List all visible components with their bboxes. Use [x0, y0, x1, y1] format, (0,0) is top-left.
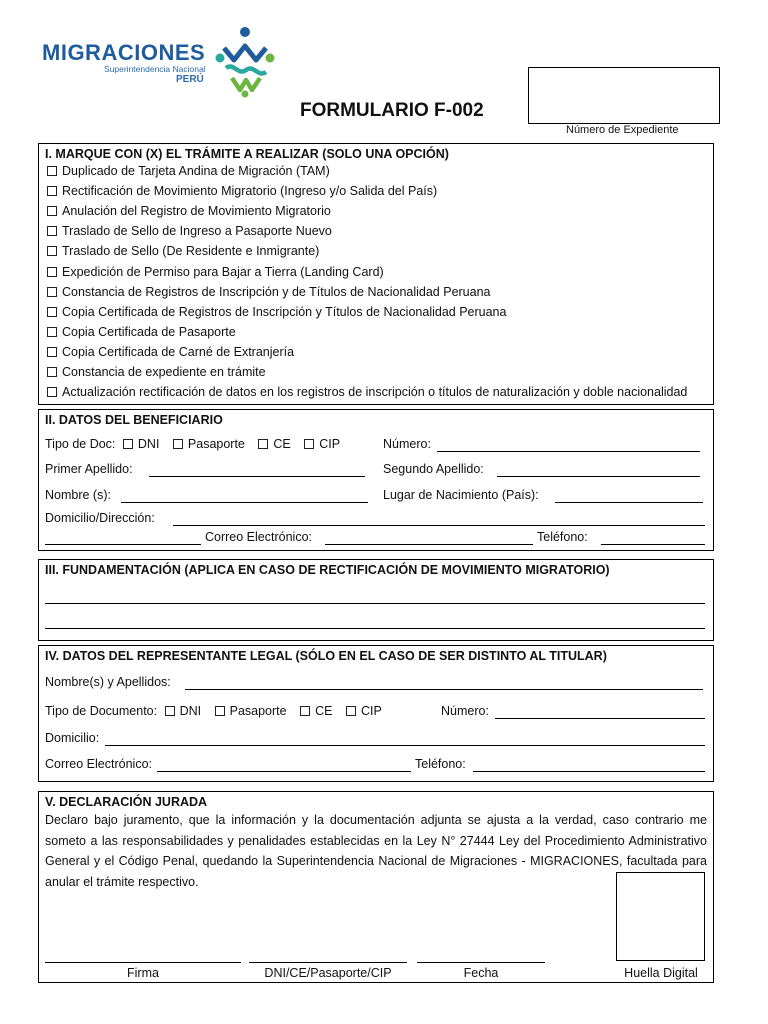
domicilio-field[interactable] [173, 525, 705, 526]
tramite-option[interactable] [47, 385, 687, 399]
section-fundamentacion [38, 559, 714, 641]
rep-correo-label: Correo Electrónico: [45, 757, 152, 771]
nombre-field[interactable] [121, 502, 368, 503]
rep-nombres-field[interactable] [185, 689, 703, 690]
tramite-option[interactable] [47, 164, 330, 178]
tramite-option-label: Duplicado de Tarjeta Andina de Migración (TAM) [62, 164, 330, 178]
expediente-label: Número de Expediente [566, 124, 679, 136]
rep-telefono-field[interactable] [473, 771, 705, 772]
rep-ce-label: CE [315, 704, 333, 718]
telefono-field[interactable] [601, 544, 705, 545]
lugar-nacimiento-label: Lugar de Nacimiento (País): [383, 488, 539, 502]
ce-label: CE [273, 437, 291, 451]
tramite-checkbox[interactable] [47, 226, 57, 236]
rep-tipo-doc-row [45, 704, 382, 718]
tramite-option[interactable] [47, 285, 491, 299]
section-title: II. DATOS DEL BENEFICIARIO [45, 413, 223, 427]
tramite-checkbox[interactable] [47, 347, 57, 357]
tramite-option[interactable] [47, 345, 294, 359]
section-title: III. FUNDAMENTACIÓN (APLICA EN CASO DE RECTIFICACIÓN DE MOVIMIENTO MIGRATORIO) [45, 563, 610, 577]
tramite-option[interactable] [47, 325, 236, 339]
correo-field[interactable] [325, 544, 533, 545]
section-beneficiario [38, 409, 714, 551]
tipo-doc-row [45, 437, 340, 451]
domicilio-field-cont[interactable] [45, 544, 201, 545]
tramite-option[interactable] [47, 224, 332, 238]
tramite-option-label: Traslado de Sello (De Residente e Inmigrante) [62, 244, 320, 259]
tramite-option-label: Copia Certificada de Pasaporte [62, 324, 236, 339]
tramite-option-label: Copia Certificada de Registros de Inscripción y Títulos de Nacionalidad Peruana [62, 304, 507, 319]
tramite-checkbox[interactable] [47, 206, 57, 216]
dni-label: DNI [137, 437, 160, 451]
migraciones-logo-icon [210, 26, 280, 98]
tramite-checkbox[interactable] [47, 287, 57, 297]
firma-label: Firma [127, 966, 159, 980]
tramite-checkbox[interactable] [47, 307, 57, 317]
domicilio-label: Domicilio/Dirección: [45, 511, 155, 525]
tramite-option-label: Anulación del Registro de Movimiento Migratorio [62, 204, 331, 219]
tramite-option[interactable] [47, 365, 266, 379]
numero-field[interactable] [437, 451, 700, 452]
section-tramite [38, 143, 714, 405]
rep-ce-checkbox[interactable] [300, 706, 310, 716]
rep-domicilio-field[interactable] [105, 745, 705, 746]
rep-pasaporte-label: Pasaporte [229, 704, 287, 718]
tramite-option[interactable] [47, 265, 384, 279]
rep-dni-checkbox[interactable] [165, 706, 175, 716]
section-title: V. DECLARACIÓN JURADA [45, 795, 208, 809]
nombre-label: Nombre (s): [45, 488, 111, 502]
rep-cip-checkbox[interactable] [346, 706, 356, 716]
tramite-checkbox[interactable] [47, 186, 57, 196]
dni-checkbox[interactable] [123, 439, 133, 449]
declaracion-text: Declaro bajo juramento, que la información y la documentación adjunta se ajusta a la verdad, caso contrario me someto a las responsabilidades y penalidades establecidas en la Ley N° 27444 Ley del Procedimiento Administrativo General y el Código Penal, quedando la Superintendencia Nacional de Migraciones - MIGRACIONES, facultada para anular el trámite respectivo. [45, 813, 707, 889]
tramite-checkbox[interactable] [47, 327, 57, 337]
logo-country: PERÚ [176, 74, 204, 85]
ce-checkbox[interactable] [258, 439, 268, 449]
tramite-option[interactable] [47, 204, 331, 218]
fundamentacion-line[interactable] [45, 603, 705, 604]
cip-label: CIP [319, 437, 341, 451]
logo-wordmark: MIGRACIONES [42, 40, 206, 65]
firma-line[interactable] [45, 962, 241, 963]
rep-numero-label: Número: [441, 704, 489, 718]
cip-checkbox[interactable] [304, 439, 314, 449]
tramite-option-label: Constancia de expediente en trámite [62, 365, 266, 379]
tramite-option-label: Actualización rectificación de datos en los registros de inscripción o títulos de naturalización y doble nacionalidad [62, 385, 688, 400]
fundamentacion-line[interactable] [45, 628, 705, 629]
rep-pasaporte-checkbox[interactable] [215, 706, 225, 716]
expediente-number-box[interactable] [528, 67, 720, 124]
tramite-option-label: Traslado de Sello de Ingreso a Pasaporte Nuevo [62, 224, 332, 239]
section-title: IV. DATOS DEL REPRESENTANTE LEGAL (SÓLO EN EL CASO DE SER DISTINTO AL TITULAR) [45, 649, 607, 663]
tramite-option-label: Expedición de Permiso para Bajar a Tierra (Landing Card) [62, 264, 384, 279]
segundo-apellido-label: Segundo Apellido: [383, 462, 484, 476]
tramite-option[interactable] [47, 305, 506, 319]
section-representante [38, 645, 714, 782]
huella-digital-box[interactable] [616, 872, 705, 961]
rep-correo-field[interactable] [157, 771, 411, 772]
tramite-option[interactable] [47, 184, 437, 198]
section-title: I. MARQUE CON (X) EL TRÁMITE A REALIZAR (SOLO UNA OPCIÓN) [45, 147, 449, 161]
form-title: FORMULARIO F-002 [300, 100, 484, 121]
rep-domicilio-label: Domicilio: [45, 731, 100, 745]
correo-label: Correo Electrónico: [205, 530, 312, 544]
rep-numero-field[interactable] [495, 718, 705, 719]
tramite-checkbox[interactable] [47, 367, 57, 377]
rep-tipo-doc-label: Tipo de Documento: [45, 704, 158, 718]
section-declaracion [38, 791, 714, 983]
telefono-label: Teléfono: [537, 530, 588, 544]
tramite-checkbox[interactable] [47, 246, 57, 256]
pasaporte-checkbox[interactable] [173, 439, 183, 449]
pasaporte-label: Pasaporte [187, 437, 245, 451]
rep-cip-label: CIP [360, 704, 382, 718]
fecha-line[interactable] [417, 962, 545, 963]
numero-label: Número: [383, 437, 431, 451]
primer-apellido-field[interactable] [149, 476, 365, 477]
fecha-label: Fecha [463, 966, 499, 980]
lugar-nacimiento-field[interactable] [555, 502, 703, 503]
doc-line[interactable] [249, 962, 407, 963]
tramite-checkbox[interactable] [47, 166, 57, 176]
tramite-option-label: Constancia de Registros de Inscripción y de Títulos de Nacionalidad Peruana [62, 284, 491, 299]
tramite-option-label: Rectificación de Movimiento Migratorio (Ingreso y/o Salida del País) [62, 184, 438, 199]
tramite-option[interactable] [47, 244, 319, 258]
rep-nombres-label: Nombre(s) y Apellidos: [45, 675, 171, 689]
huella-label: Huella Digital [624, 966, 698, 980]
segundo-apellido-field[interactable] [497, 476, 700, 477]
rep-dni-label: DNI [179, 704, 202, 718]
logo-subtitle: Superintendencia Nacional [104, 64, 206, 74]
rep-telefono-label: Teléfono: [415, 757, 466, 771]
tramite-option-label: Copia Certificada de Carné de Extranjería [62, 344, 295, 359]
doc-label: DNI/CE/Pasaporte/CIP [264, 966, 392, 980]
tipo-doc-label: Tipo de Doc: [45, 437, 116, 451]
tramite-checkbox[interactable] [47, 387, 57, 397]
tramite-checkbox[interactable] [47, 267, 57, 277]
primer-apellido-label: Primer Apellido: [45, 462, 133, 476]
